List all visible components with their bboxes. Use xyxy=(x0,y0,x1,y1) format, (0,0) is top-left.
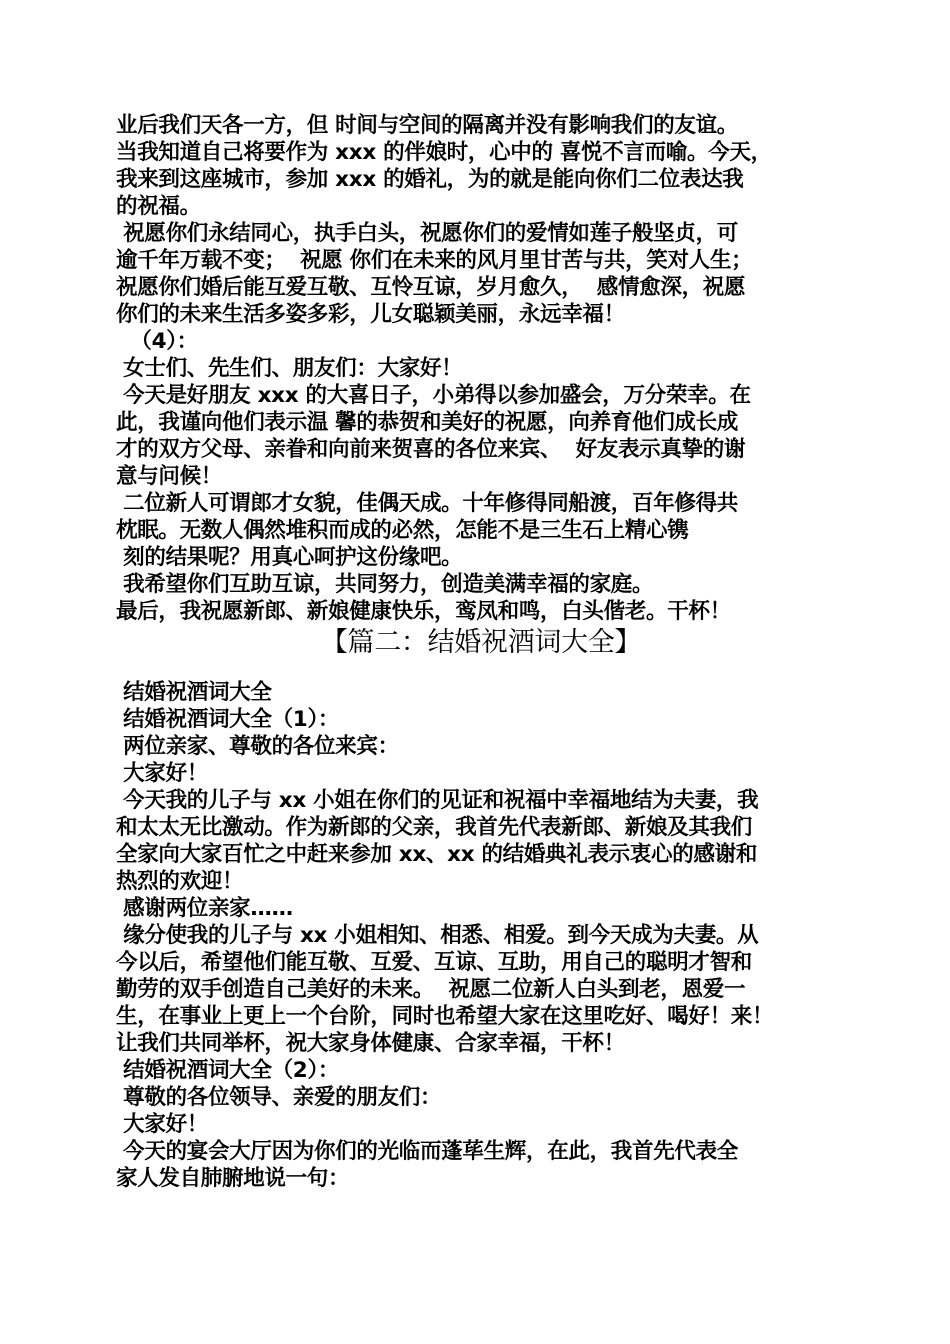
text-line: 家人发自肺腑地说一句： xyxy=(116,1166,350,1191)
spacer xyxy=(116,661,846,679)
text-line: 我来到这座城市，参加 xxx 的婚礼，为的就是能向你们二位表达我 xyxy=(116,167,744,192)
section-title: 【篇二：结婚祝酒词大全】 xyxy=(320,627,642,658)
text-line: 今天的宴会大厅因为你们的光临而蓬荜生辉，在此，我首先代表全 xyxy=(116,1139,738,1164)
part1-text-block xyxy=(116,112,846,625)
text-line: 感谢两位亲家…… xyxy=(116,896,293,921)
text-line: （4）： xyxy=(116,329,198,354)
text-line: 才的双方父母、亲眷和向前来贺喜的各位来宾、 好友表示真挚的谢 xyxy=(116,437,746,462)
text-line: 逾千年万载不变； 祝愿 你们在未来的风月里甘苦与共，笑对人生； xyxy=(116,248,753,273)
text-line: 当我知道自己将要作为 xxx 的伴娘时，心中的 喜悦不言而喻。今天， xyxy=(116,140,772,165)
text-line: 今天我的儿子与 xx 小姐在你们的见证和祝福中幸福地结为夫妻，我 xyxy=(116,788,759,813)
text-line: 女士们、先生们、朋友们：大家好！ xyxy=(116,356,463,381)
text-line: 最后，我祝愿新郎、新娘健康快乐，鸾凤和鸣，白头偕老。干杯！ xyxy=(116,599,731,624)
text-line: 的祝福。 xyxy=(116,194,201,219)
text-line: 意与问候！ xyxy=(116,464,223,489)
part2-text-block xyxy=(116,679,846,1192)
text-line: 此，我谨向他们表示温 馨的恭贺和美好的祝愿，向养育他们成长成 xyxy=(116,410,738,435)
text-line: 结婚祝酒词大全（2）： xyxy=(116,1058,340,1083)
text-line: 业后我们天各一方，但 时间与空间的隔离并没有影响我们的友谊。 xyxy=(116,113,738,138)
text-line: 全家向大家百忙之中赶来参加 xx、xx 的结婚典礼表示衷心的感谢和 xyxy=(116,842,758,867)
document-body xyxy=(116,112,846,1192)
text-line: 二位新人可谓郎才女貌，佳偶天成。十年修得同船渡，百年修得共 xyxy=(116,491,738,516)
text-line: 勤劳的双手创造自己美好的未来。 祝愿二位新人白头到老，恩爱一 xyxy=(116,977,746,1002)
text-line: 今以后，希望他们能互敬、互爱、互谅、互助，用自己的聪明才智和 xyxy=(116,950,753,975)
text-line: 你们的未来生活多姿多彩，儿女聪颖美丽，永远幸福！ xyxy=(116,302,625,327)
text-line: 和太太无比激动。作为新郎的父亲，我首先代表新郎、新娘及其我们 xyxy=(116,815,753,840)
text-line: 生，在事业上更上一个台阶，同时也希望大家在这里吃好、喝好！来！ xyxy=(116,1004,774,1029)
text-line: 祝愿你们永结同心，执手白头，祝愿你们的爱情如莲子般坚贞，可 xyxy=(116,221,738,246)
text-line: 今天是好朋友 xxx 的大喜日子，小弟得以参加盛会，万分荣幸。在 xyxy=(116,383,751,408)
text-line: 两位亲家、尊敬的各位来宾： xyxy=(116,734,399,759)
text-line: 枕眠。无数人偶然堆积而成的必然，怎能不是三生石上精心镌 xyxy=(116,518,689,543)
text-line: 热烈的欢迎！ xyxy=(116,869,244,894)
text-line: 我希望你们互助互谅，共同努力，创造美满幸福的家庭。 xyxy=(116,572,654,597)
text-line: 让我们共同举杯，祝大家身体健康、合家幸福，干杯！ xyxy=(116,1031,625,1056)
text-line: 刻的结果呢？用真心呵护这份缘吧。 xyxy=(116,545,463,570)
text-line: 祝愿你们婚后能互爱互敬、互怜互谅，岁月愈久， 感情愈深，祝愿 xyxy=(116,275,746,300)
text-line: 结婚祝酒词大全（1）： xyxy=(116,707,340,732)
text-line: 结婚祝酒词大全 xyxy=(116,680,272,705)
text-line: 尊敬的各位领导、亲爱的朋友们： xyxy=(116,1085,442,1110)
text-line: 大家好！ xyxy=(116,761,208,786)
text-line: 缘分使我的儿子与 xx 小姐相知、相悉、相爱。到今天成为夫妻。从 xyxy=(116,923,759,948)
text-line: 大家好！ xyxy=(116,1112,208,1137)
